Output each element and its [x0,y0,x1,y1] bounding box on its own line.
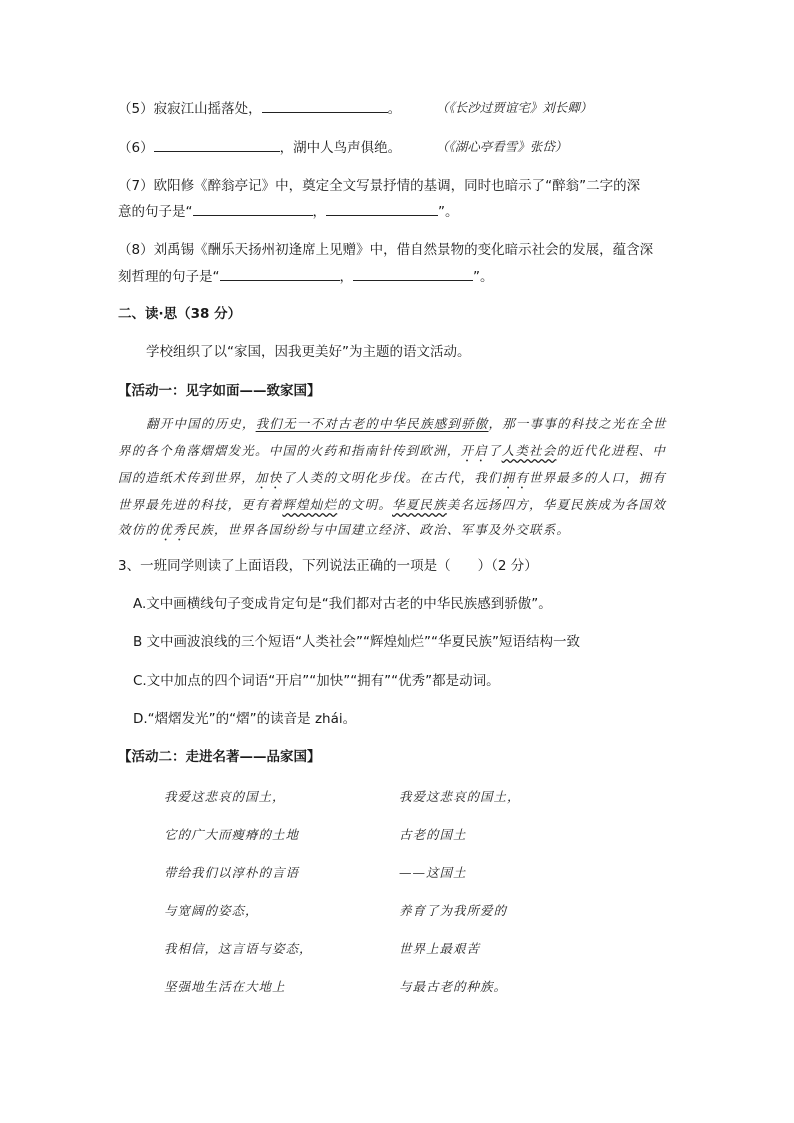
q5-source: （《长沙过贾谊宅》刘长卿） [436,100,593,115]
wavy-phrase: 辉煌灿烂 [282,497,338,512]
passage-line-4 [118,491,667,518]
dotted-word: 加快 [255,470,283,485]
q7-suffix: ”。 [438,204,459,220]
q7-blank-1[interactable] [193,201,313,216]
passage-text: ，那一事事的科技之光在全世 [488,416,667,431]
question-5 [118,98,593,119]
q6-answer-blank[interactable] [154,137,280,152]
dotted-word: 拥有 [501,470,530,485]
passage-text: 美名远扬四方，华夏民族成为各国效 [446,497,667,512]
q8-prefix: 刻哲理的句子是“ [118,269,220,285]
passage-text: 效仿的 [118,522,160,537]
option-d[interactable]: D.“熠熠发光”的“熠”的读音是 zhái。 [133,711,357,727]
poem-left-line: 与宽阔的姿态， [164,903,259,918]
passage-text: 了人类的文明化步伐。在古代，我们 [282,470,502,485]
poem-right-line: ——这国土 [399,865,467,880]
poem-left-line: 带给我们以淳朴的言语 [164,865,300,880]
option-c[interactable]: C.文中加点的四个词语“开启”“加快”“拥有”“优秀”都是动词。 [133,673,500,689]
passage-text: 了 [487,443,502,458]
q7-prefix: 意的句子是“ [118,204,193,220]
question-7-line2 [118,201,459,222]
poem-right-line: 我爱这悲哀的国土， [399,789,521,804]
q6-label: （6） [118,140,154,156]
passage-line-5 [118,516,658,544]
poem-right-line: 古老的国土 [399,827,467,842]
wavy-phrase: 华夏民族 [392,497,447,512]
question-6 [118,137,568,158]
passage-line-2 [118,437,667,465]
wavy-phrase: 人类社会 [501,443,557,458]
passage-text: 翻开中国的历史， [146,416,256,431]
q8-blank-2[interactable] [353,266,473,281]
passage-line-3 [118,464,667,492]
option-b[interactable]: B 文中画波浪线的三个短语“人类社会”“辉煌灿烂”“华夏民族”短语结构一致 [133,634,581,650]
q6-source: （《湖心亭看雪》张岱） [436,139,568,154]
q8-blank-1[interactable] [220,266,340,281]
poem-left-line: 它的广大而瘦瘠的土地 [164,827,300,842]
question-7-line1: （7）欧阳修《醉翁亭记》中，奠定全文写景抒情的基调，同时也暗示了“醉翁”二字的深 [118,178,641,194]
activity-1-title: 【活动一：见字如面——致家国】 [118,383,321,399]
option-a[interactable]: A.文中画横线句子变成肯定句是“我们都对古老的中华民族感到骄傲”。 [133,596,552,612]
passage-text: 界的各个角落熠熠发光。中国的火药和指南针传到欧洲， [118,443,461,458]
passage-text: 国的造纸术传到世界， [118,470,256,485]
q8-suffix: ”。 [473,269,494,285]
poem-right-line: 世界上最艰苦 [399,941,481,956]
q5-answer-blank[interactable] [262,98,388,113]
passage-text: 民族，世界各国纷纷与中国建立经济、政治、军事及外交联系。 [186,522,571,537]
section-2-intro: 学校组织了以“家国，因我更美好”为主题的语文活动。 [146,344,471,360]
dotted-word: 优秀 [159,522,187,537]
q5-end: 。 [387,101,402,117]
passage-text: 的文明。 [337,497,393,512]
poem-left-line: 我相信，这言语与姿态， [164,941,313,956]
question-8-line2 [118,266,494,287]
passage-text: 的近代化进程、中 [556,443,667,458]
poem-right-line: 养育了为我所爱的 [399,903,508,918]
section-2-title: 二、读·思（38 分） [118,306,242,322]
q8-comma: ， [339,269,353,285]
question-8-line1: （8）刘禹锡《酬乐天扬州初逢席上见赠》中，借自然景物的变化暗示社会的发展，蕴含深 [118,242,654,258]
q7-blank-2[interactable] [326,201,438,216]
underlined-sentence: 我们无一不对古老的中华民族感到骄傲 [255,416,489,431]
passage-text: 世界最先进的科技，更有着 [118,497,283,512]
question-3-stem: 3、一班同学则读了上面语段，下列说法正确的一项是（ ）（2 分） [118,558,538,574]
poem-right-line: 与最古老的种族。 [399,979,508,994]
q6-text: ，湖中人鸟声俱绝。 [279,140,402,156]
q5-text: （5）寂寂江山摇落处， [118,101,262,117]
q7-comma: ， [312,204,326,220]
dotted-word: 开启 [460,443,488,458]
passage-line-1 [146,410,686,437]
poem-left-line: 坚强地生活在大地上 [164,979,286,994]
passage-text: 世界最多的人口，拥有 [529,470,667,485]
activity-2-title: 【活动二：走进名著——品家国】 [118,749,321,765]
poem-left-line: 我爱这悲哀的国土， [164,789,286,804]
